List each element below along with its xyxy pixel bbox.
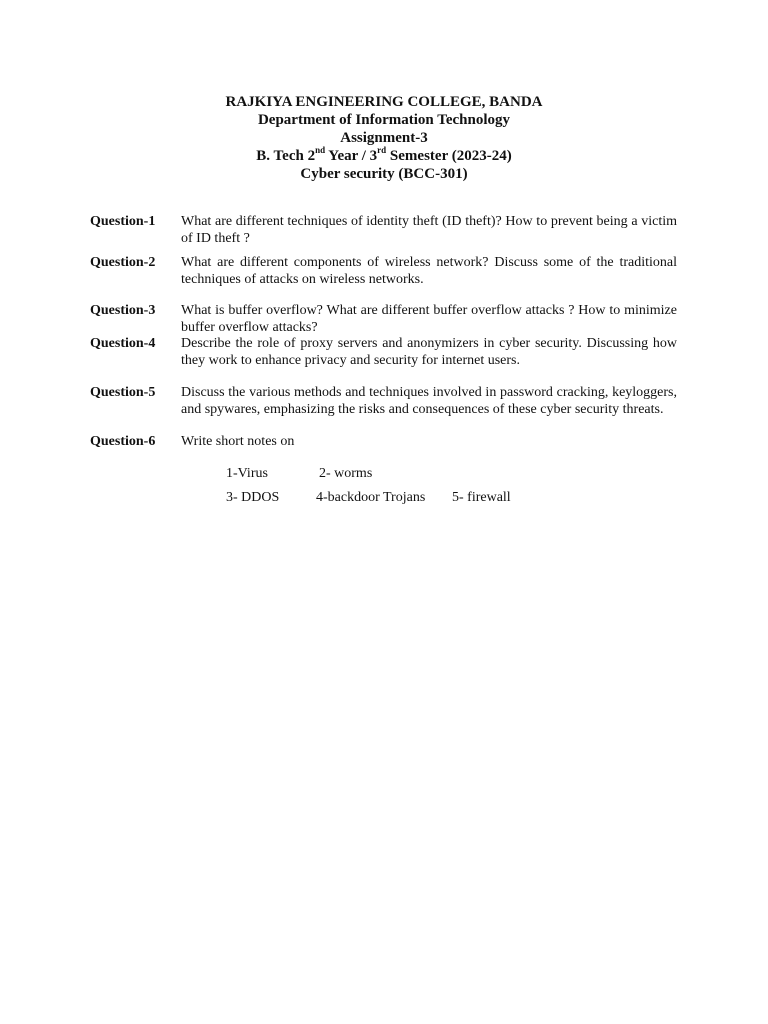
short-note-item: 4-backdoor Trojans — [316, 490, 426, 505]
course-prefix: B. Tech 2 — [256, 147, 316, 164]
course-semester: Semester (2023-24) — [386, 147, 512, 164]
department-name: Department of Information Technology — [257, 111, 511, 128]
question-label: Question-5 — [90, 385, 156, 400]
question-text: Describe the role of proxy servers and anonymizers in cyber security. Discussing how they work to enhance privacy and security for internet users. — [181, 336, 677, 368]
question-label: Question-4 — [90, 336, 156, 351]
college-name: RAJKIYA ENGINEERING COLLEGE, BANDA — [225, 94, 543, 110]
semester-superscript: rd — [377, 144, 387, 155]
subject-name: Cyber security (BCC-301) — [300, 165, 468, 182]
question-label: Question-1 — [90, 214, 156, 229]
short-note-item: 3- DDOS — [226, 490, 280, 505]
question-label: Question-6 — [90, 434, 156, 449]
short-note-item: 2- worms — [319, 466, 373, 481]
short-note-item: 1-Virus — [226, 466, 268, 481]
course-line — [0, 144, 768, 166]
year-superscript: nd — [315, 144, 326, 155]
question-text: Discuss the various methods and techniques involved in password cracking, keyloggers, and spywares, emphasizing the risks and consequences of these cyber security threats. — [181, 385, 677, 417]
assignment-title: Assignment-3 — [340, 129, 428, 146]
question-text: What are different components of wireless network? Discuss some of the traditional techniques of attacks on wireless networks. — [181, 255, 677, 287]
question-text: What is buffer overflow? What are different buffer overflow attacks ? How to minimize buffer overflow attacks? — [181, 303, 677, 335]
question-text: Write short notes on — [181, 434, 295, 449]
short-note-item: 5- firewall — [452, 490, 511, 505]
document-header — [0, 94, 768, 184]
question-label: Question-3 — [90, 303, 156, 318]
question-label: Question-2 — [90, 255, 156, 270]
course-year: Year / 3 — [325, 147, 378, 164]
question-text: What are different techniques of identity theft (ID theft)? How to prevent being a victim of ID theft ? — [181, 214, 677, 246]
